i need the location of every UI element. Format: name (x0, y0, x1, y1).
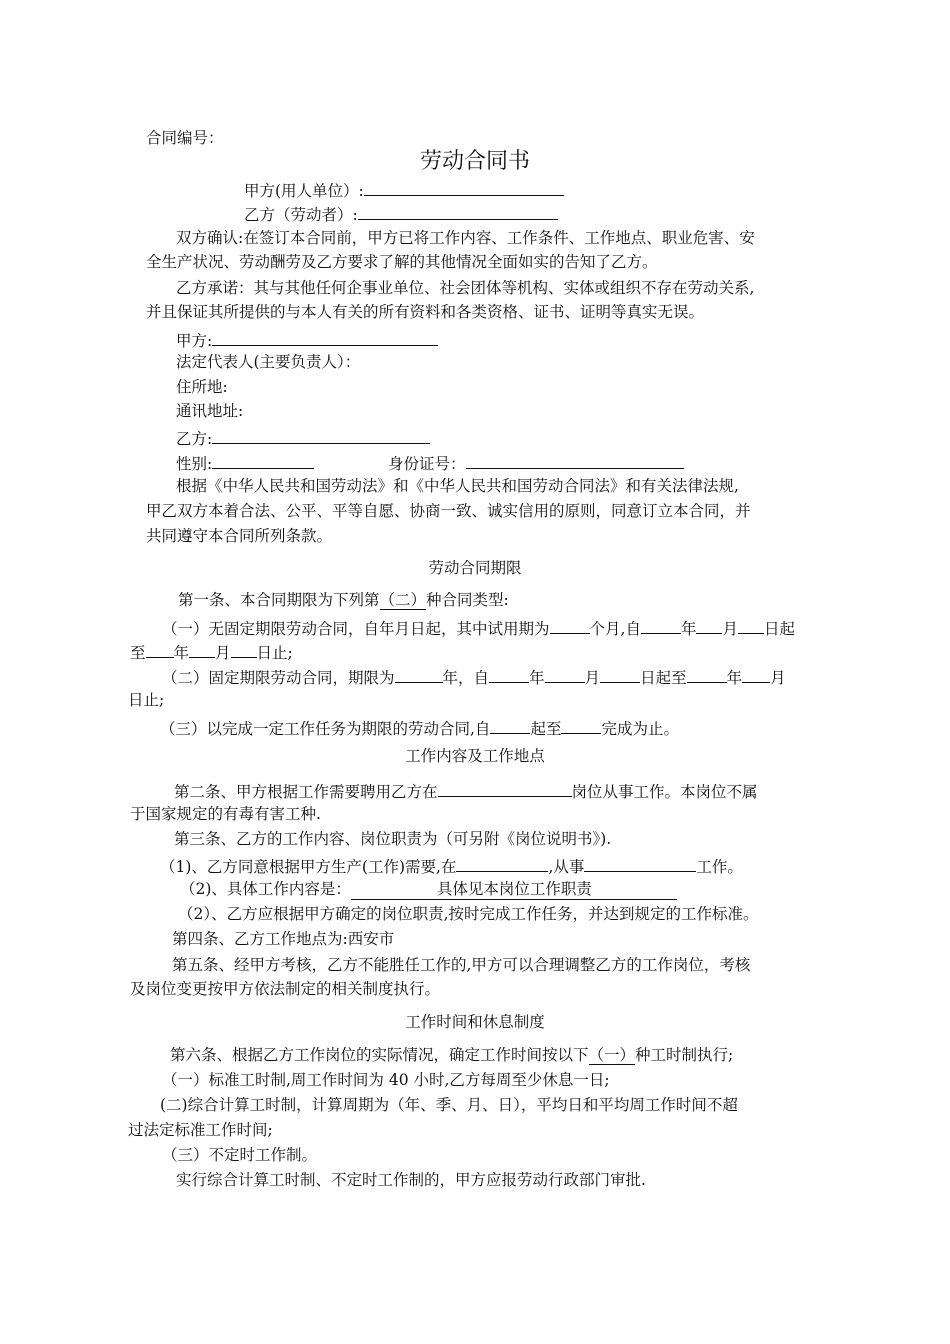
hours-type-2-line-1: (二)综合计算工时制，计算周期为（年、季、月、日），平均日和平均周工作时间不超 (160, 1096, 738, 1114)
id-number-blank[interactable] (466, 451, 684, 469)
article-1-suffix: 种合同类型: (426, 591, 509, 609)
term-type-2-from: 年，自 (442, 669, 490, 687)
duty-item-1 (160, 854, 743, 877)
gender-line (176, 451, 314, 474)
hours-type-3: （三）不定时工作制。 (162, 1146, 318, 1164)
confirm-line-1: 双方确认:在签订本合同前，甲方已将工作内容、工作条件、工作地点、职业危害、安 (176, 229, 755, 247)
party-b-line (176, 426, 430, 449)
article-5-line-1: 第五条、经甲方考核，乙方不能胜任工作的,甲方可以合理调整乙方的工作岗位，考核 (172, 956, 751, 974)
probation-end-month-blank[interactable] (189, 640, 215, 658)
term-type-1-text: （一）无固定期限劳动合同，自年月日起，其中试用期为 (162, 620, 550, 638)
position-blank[interactable] (438, 779, 572, 797)
month-label: 月 (584, 669, 601, 687)
fixed-start-month-blank[interactable] (545, 665, 585, 683)
article-6-text: 第六条、根据乙方工作岗位的实际情况，确定工作时间按以下 (170, 1046, 589, 1064)
hours-type-1: （一）标准工时制,周工作时间为 40 小时,乙方每周至少休息一日; (162, 1071, 610, 1089)
basis-line-2: 甲乙双方本着合法、公平、平等自愿、协商一致、诚实信用的原则，同意订立本合同，并 (146, 502, 751, 520)
month-label: 月 (770, 669, 786, 687)
term-type-3 (160, 716, 679, 739)
article-2-line-1 (174, 779, 758, 802)
year-label: 年 (529, 669, 545, 687)
party-b-worker-label: 乙方（劳动者）: (244, 206, 358, 224)
mail-address-label: 通讯地址: (176, 402, 244, 420)
task-complete-label: 完成为止。 (601, 720, 679, 738)
duty-item-1-engage: ,从事 (548, 858, 585, 876)
task-to-label: 起至 (530, 720, 562, 738)
fixed-end-month-blank[interactable] (742, 665, 770, 683)
article-1 (178, 590, 509, 610)
gender-label: 性别: (176, 455, 213, 473)
to-label: 至 (130, 644, 146, 662)
address-label: 住所地: (176, 378, 228, 396)
task-start-blank[interactable] (490, 716, 530, 734)
contract-number-label: 合同编号： (146, 129, 224, 147)
term-type-2-line-2: 日止; (128, 691, 165, 709)
promise-line-2: 并且保证其所提供的与本人有关的所有资料和各类资格、证书、证明等真实无误。 (146, 303, 705, 321)
party-a-blank[interactable] (212, 328, 438, 346)
day-start-label: 日起 (763, 620, 795, 638)
probation-end-day-blank[interactable] (231, 640, 257, 658)
duty-item-2 (180, 879, 677, 900)
term-type-2-line-1 (162, 665, 786, 688)
id-number-line (388, 451, 684, 474)
day-end-label: 日止; (256, 644, 293, 662)
fixed-start-year-blank[interactable] (489, 665, 529, 683)
fixed-start-day-blank[interactable] (600, 665, 640, 683)
article-6-suffix: 种工时制执行; (635, 1046, 734, 1064)
party-a-employer-label: 甲方(用人单位）: (244, 182, 364, 200)
article-3: 第三条、乙方的工作内容、岗位职责为（可另附《岗位说明书》). (174, 830, 612, 848)
article-1-choice: （二） (379, 591, 427, 609)
party-b-worker-blank[interactable] (358, 202, 558, 220)
party-a-label: 甲方: (176, 332, 213, 350)
gender-blank[interactable] (212, 451, 314, 469)
duty-item-1-text: （1)、乙方同意根据甲方生产(工作)需要,在 (160, 858, 457, 876)
term-type-1-line-1 (162, 616, 795, 639)
work-place-blank[interactable] (456, 854, 548, 872)
duty-item-1-suffix: 工作。 (696, 858, 743, 876)
start-to-label: 日起至 (640, 669, 687, 687)
document-title: 劳动合同书 (419, 149, 530, 174)
party-a-employer-blank[interactable] (364, 178, 564, 196)
basis-line-1: 根据《中华人民共和国劳动法》和《中华人民共和国劳动合同法》和有关法律法规, (176, 477, 739, 495)
fixed-term-years-blank[interactable] (395, 665, 443, 683)
id-number-label: 身份证号： (388, 455, 466, 473)
probation-start-month-blank[interactable] (696, 616, 722, 634)
year-label: 年 (173, 644, 190, 662)
probation-end-year-blank[interactable] (146, 640, 174, 658)
party-b-label: 乙方: (176, 430, 213, 448)
probation-start-day-blank[interactable] (738, 616, 764, 634)
basis-line-3: 共同遵守本合同所列条款。 (146, 527, 333, 545)
legal-representative-label: 法定代表人(主要负责人）： (176, 353, 361, 371)
duty-item-3: （2）、乙方应根据甲方确定的岗位职责,按时完成工作任务，并达到规定的工作标准。 (178, 905, 759, 923)
hours-type-2-line-2: 过法定标准工作时间; (128, 1121, 273, 1139)
party-b-blank[interactable] (212, 426, 430, 444)
section-heading-work-content: 工作内容及工作地点 (405, 747, 545, 765)
year-label: 年 (726, 669, 743, 687)
work-content-value: 具体见本岗位工作职责 (351, 879, 677, 900)
section-heading-working-hours: 工作时间和休息制度 (405, 1013, 545, 1031)
task-end-blank[interactable] (561, 716, 601, 734)
fixed-end-year-blank[interactable] (687, 665, 727, 683)
party-b-worker-line (244, 202, 558, 225)
article-6 (170, 1045, 733, 1065)
term-type-3-text: （三）以完成一定工作任务为期限的劳动合同,自 (160, 720, 491, 738)
article-6-choice: （一） (588, 1046, 636, 1064)
party-a-line (176, 328, 438, 351)
article-2-text: 第二条、甲方根据工作需要聘用乙方在 (174, 783, 438, 801)
month-label: 月 (722, 620, 738, 638)
confirm-line-2: 全生产状况、劳动酬劳及乙方要求了解的其他情况全面如实的告知了乙方。 (146, 253, 658, 271)
month-label: 月 (215, 644, 231, 662)
section-heading-contract-term: 劳动合同期限 (428, 559, 522, 577)
year-label: 年 (680, 620, 697, 638)
party-a-employer-line (244, 178, 564, 201)
term-type-2-text: （二）固定期限劳动合同，期限为 (162, 669, 395, 687)
work-type-blank[interactable] (584, 854, 696, 872)
article-5-line-2: 及岗位变更按甲方依法制定的相关制度执行。 (130, 980, 441, 998)
approval-note: 实行综合计算工时制、不定时工作制的，甲方应报劳动行政部门审批. (176, 1171, 646, 1189)
term-type-1-from: 个月,自 (589, 620, 641, 638)
duty-item-2-text: （2)、具体工作内容是： (180, 880, 351, 898)
promise-line-1: 乙方承诺：其与其他任何企事业单位、社会团体等机构、实体或组织不存在劳动关系, (176, 279, 755, 297)
article-1-text: 第一条、本合同期限为下列第 (178, 591, 380, 609)
term-type-1-line-2 (130, 640, 293, 663)
probation-months-blank[interactable] (550, 616, 590, 634)
article-2-line-2: 于国家规定的有毒有害工种. (130, 805, 321, 823)
article-2-suffix: 岗位从事工作。本岗位不属 (571, 783, 758, 801)
article-4: 第四条、乙方工作地点为:西安市 (172, 930, 395, 948)
probation-start-year-blank[interactable] (641, 616, 681, 634)
